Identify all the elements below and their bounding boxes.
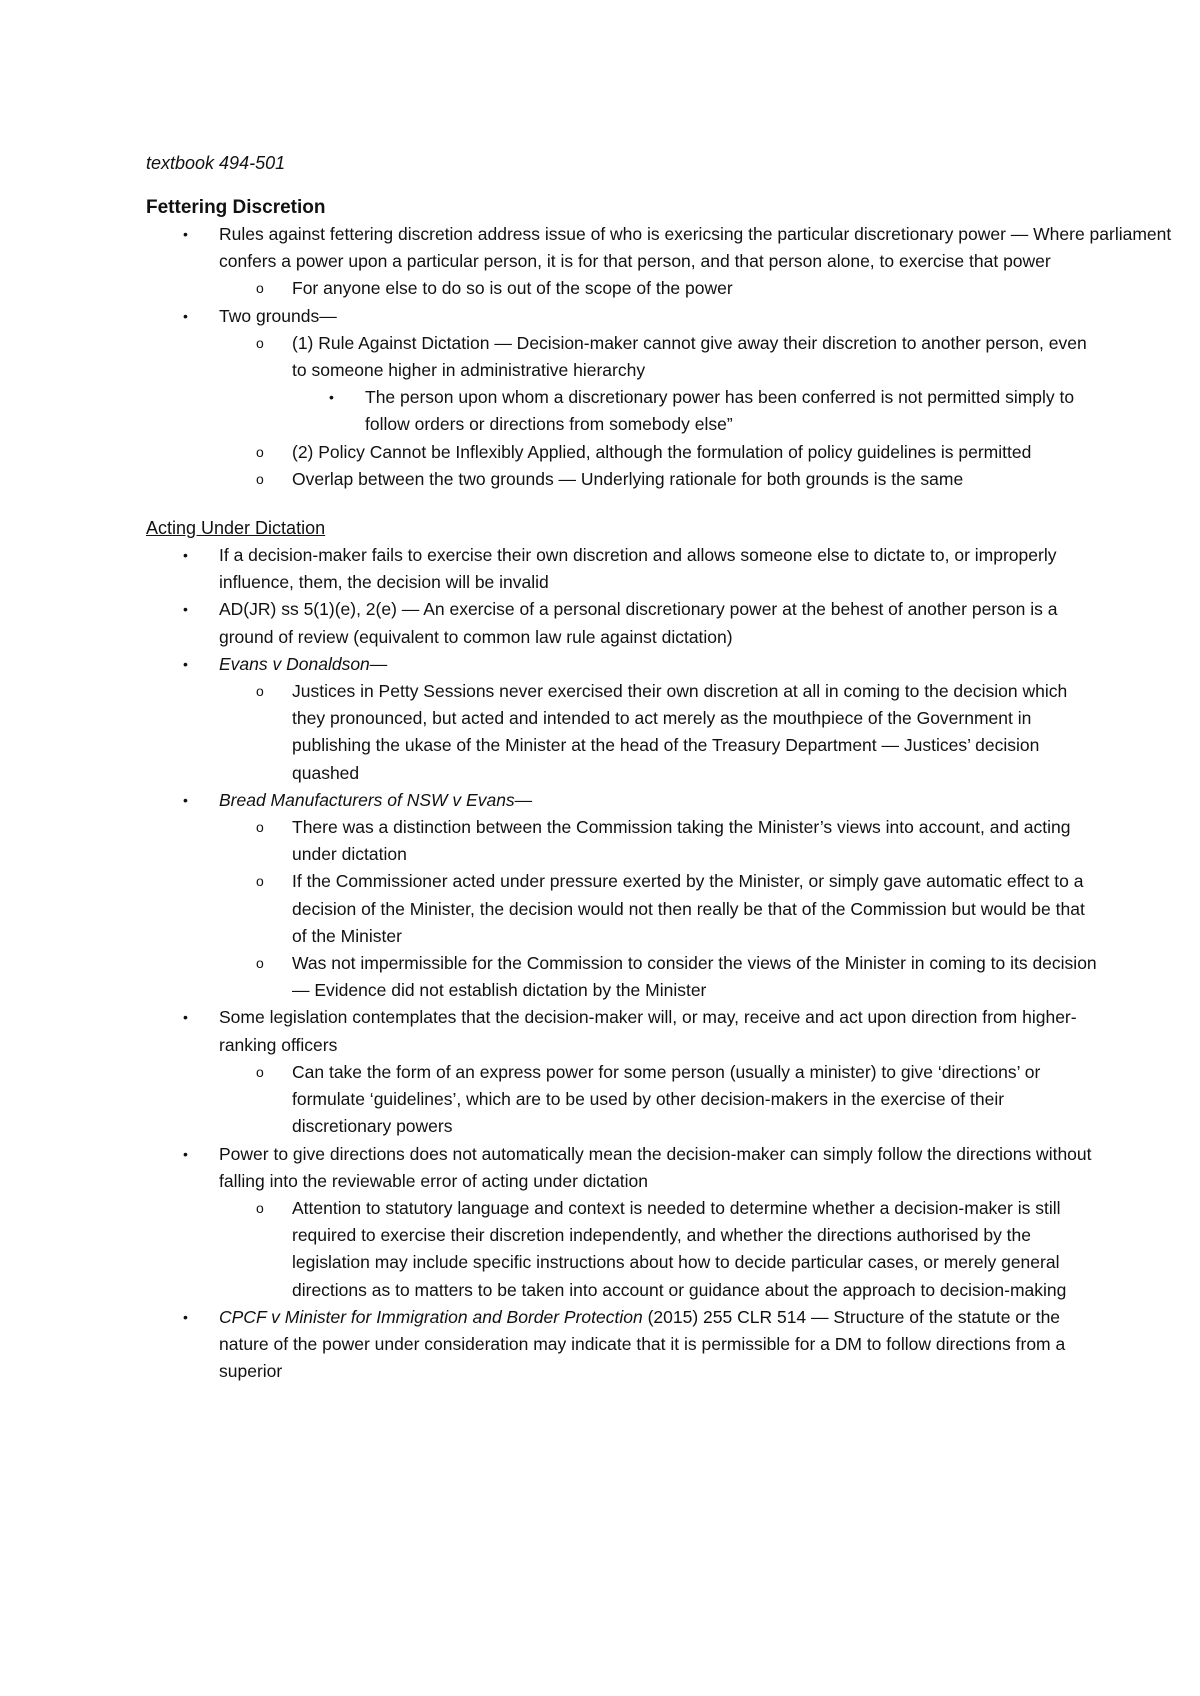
bullet-icon: • xyxy=(183,1308,188,1325)
list-item xyxy=(146,787,1104,1005)
list-item xyxy=(146,221,1172,303)
list-item xyxy=(146,542,1104,596)
list-item-text: Some legislation contemplates that the decision-maker will, or may, receive and act upon direction from higher-ranking officers xyxy=(219,1007,1077,1055)
list-item-text: Rules against fettering discretion address issue of who is exericsing the particular discretionary power — Where parliament confers a power upon a particular person, it is for that person, and that person alone, to exercise that power xyxy=(219,224,1172,272)
list-item xyxy=(219,330,1104,439)
list-item-text xyxy=(219,1304,1104,1386)
bullet-icon: • xyxy=(183,655,188,672)
sub-list xyxy=(146,678,1104,787)
list-item-text: Can take the form of an express power for some person (usually a minister) to give ‘directions’ or formulate ‘guidelines’, which are to be used by other decision-makers in the exercise of their discretionary powers xyxy=(292,1061,1041,1137)
bullet-icon: • xyxy=(183,226,188,242)
list-item xyxy=(292,384,1104,438)
circle-bullet-icon: o xyxy=(256,1063,264,1080)
list-item-text xyxy=(219,651,1104,678)
list-item-text: AD(JR) ss 5(1)(e), 2(e) — An exercise of a personal discretionary power at the behest of another person is a ground of review (equivalent to common law rule against dictation) xyxy=(219,599,1058,647)
list-item xyxy=(219,1059,1104,1141)
case-citation: (2015) 255 CLR 514 — Structure of the statute or the nature of the power under consideration may indicate that it is permissible for a DM to follow directions from a superior xyxy=(219,1306,1066,1382)
bullet-icon: • xyxy=(183,791,188,808)
circle-bullet-icon: o xyxy=(256,683,264,700)
list-item xyxy=(219,868,1104,950)
bullet-icon: • xyxy=(183,1145,188,1162)
sub-list xyxy=(146,1195,1104,1304)
list-item xyxy=(146,651,1104,787)
circle-bullet-icon: o xyxy=(256,443,264,460)
section-heading: Fettering Discretion xyxy=(146,197,326,218)
list-item-text: Power to give directions does not automatically mean the decision-maker can simply follow the directions without falling into the reviewable error of acting under dictation xyxy=(219,1143,1092,1191)
circle-bullet-icon: o xyxy=(256,819,264,836)
circle-bullet-icon: o xyxy=(256,873,264,890)
case-name: Evans v Donaldson xyxy=(219,653,370,674)
list-item xyxy=(219,439,1104,466)
list-item-text: Attention to statutory language and context is needed to determine whether a decision-maker is still required to exercise their discretion independently, and whether the directions authorised by the legislation may include specific instructions about how to decide particular cases, or merely general directions as to matters to be taken into account or guidance about the approach to decision-making xyxy=(292,1197,1067,1300)
sub-sub-list xyxy=(292,384,1104,438)
list-item-text: Two grounds— xyxy=(219,305,337,326)
list-item-text: Overlap between the two grounds — Underlying rationale for both grounds is the same xyxy=(292,468,964,489)
list-item-text: There was a distinction between the Commission taking the Minister’s views into account, and acting under dictation xyxy=(292,817,1071,865)
circle-bullet-icon: o xyxy=(256,470,264,487)
dash: — xyxy=(514,789,533,810)
list-item-text xyxy=(219,787,1104,814)
sub-list xyxy=(146,330,1104,493)
sub-list xyxy=(146,275,1104,302)
bullet-icon: • xyxy=(183,547,188,564)
circle-bullet-icon: o xyxy=(256,334,264,351)
bullet-icon: • xyxy=(183,1009,188,1026)
list-item xyxy=(219,814,1104,868)
circle-bullet-icon: o xyxy=(256,1199,264,1216)
list-item-text: If a decision-maker fails to exercise their own discretion and allows someone else to dictate to, or improperly influence, them, the decision will be invalid xyxy=(219,545,1057,593)
list-item-text: Justices in Petty Sessions never exercised their own discretion at all in coming to the decision which they pronounced, but acted and intended to act merely as the mouthpiece of the Government in publishing the ukase of the Minister at the head of the Treasury Department — Justices’ decision quashed xyxy=(292,681,1068,783)
bullet-icon: • xyxy=(183,601,188,618)
list-item xyxy=(146,1141,1104,1304)
dictation-list xyxy=(146,542,1104,1385)
case-name: CPCF v Minister for Immigration and Border Protection xyxy=(219,1306,643,1327)
list-item xyxy=(219,678,1104,787)
bullet-icon: • xyxy=(329,389,334,406)
list-item-text: (1) Rule Against Dictation — Decision-maker cannot give away their discretion to another person, even to someone higher in administrative hierarchy xyxy=(292,332,1087,381)
sub-list xyxy=(146,814,1104,1004)
list-item xyxy=(146,1304,1104,1386)
list-item xyxy=(219,1195,1104,1304)
list-item xyxy=(146,1004,1104,1140)
circle-bullet-icon: o xyxy=(256,280,264,297)
list-item-text: If the Commissioner acted under pressure exerted by the Minister, or simply gave automatic effect to a decision of the Minister, the decision would not then really be that of the Commission but would be that of the Minister xyxy=(292,871,1085,946)
list-item xyxy=(219,275,1104,302)
bullet-icon: • xyxy=(183,307,188,324)
list-item xyxy=(219,466,1104,493)
list-item xyxy=(146,303,1104,493)
list-item-text: (2) Policy Cannot be Inflexibly Applied, although the formulation of policy guidelines is permitted xyxy=(292,441,1032,462)
list-item xyxy=(146,596,1104,650)
subsection-heading: Acting Under Dictation xyxy=(146,518,326,539)
circle-bullet-icon: o xyxy=(256,955,264,972)
dash: — xyxy=(369,653,388,674)
sub-list xyxy=(146,1059,1104,1141)
list-item-text: The person upon whom a discretionary power has been conferred is not permitted simply to follow orders or directions from somebody else” xyxy=(365,387,1075,435)
list-item-text: For anyone else to do so is out of the scope of the power xyxy=(292,278,733,299)
fettering-list xyxy=(146,221,1172,493)
list-item-text: Was not impermissible for the Commission to consider the views of the Minister in coming to its decision — Evidence did not establish dictation by the Minister xyxy=(292,953,1097,1001)
textbook-reference: textbook 494-501 xyxy=(146,153,286,173)
case-name: Bread Manufacturers of NSW v Evans xyxy=(219,789,515,810)
list-item xyxy=(219,950,1104,1004)
